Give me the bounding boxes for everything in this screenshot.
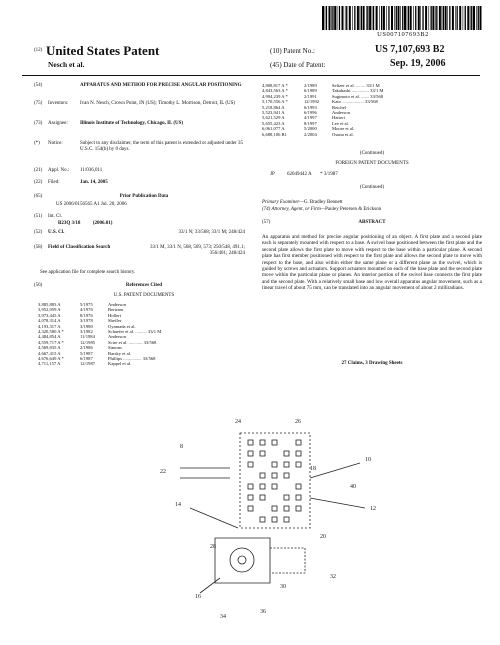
barcode-bar: [449, 6, 450, 30]
barcode-bar: [465, 6, 466, 30]
reference-no: 4,193,317 A: [38, 323, 61, 329]
reference-date: 4/1997: [304, 115, 317, 121]
reference-date: 2/1989: [304, 83, 317, 88]
hole-grid: [248, 440, 301, 522]
grid-hole: [284, 517, 289, 522]
assignee: Illinois Institute of Technology, Chicago, IL (US): [80, 121, 184, 126]
grid-hole: [248, 506, 253, 511]
prior-publication: US 2006/0156565 A1 Jul. 20, 2006: [56, 202, 127, 207]
grid-hole: [296, 506, 301, 511]
barcode-bar: [334, 6, 336, 30]
notice-code: (*): [34, 141, 40, 146]
figure-label: 16: [195, 594, 201, 600]
field-code: (58): [34, 245, 43, 250]
reference-no: 4,843,563 A *: [262, 88, 288, 94]
barcode-bar: [439, 6, 441, 30]
barcode-bar: [326, 6, 327, 30]
reference-no: 5,655,423 A: [262, 120, 285, 126]
reference-date: 2/2004: [304, 131, 317, 137]
figure-label: 28: [210, 544, 216, 550]
reference-name: Phillips ................ 33/568: [108, 356, 156, 361]
barcode-bar: [422, 6, 423, 30]
reference-name: Schaefer et al. .......... 33/1 M: [108, 329, 162, 334]
barcode-bar: [404, 6, 406, 30]
figure-label: 8: [180, 444, 183, 450]
barcode-bar: [470, 6, 471, 30]
intcl-code: (51): [34, 214, 43, 219]
prior-heading: Prior Publication Data: [119, 194, 169, 199]
leader-lines-2: [190, 508, 238, 593]
abstract-code: (57): [262, 220, 271, 225]
uscl-code: (52): [34, 230, 43, 235]
figure-label: 20: [320, 534, 326, 540]
appl-label: Appl. No.:: [48, 168, 70, 173]
reference-name: Oyamada et al.: [108, 323, 136, 329]
examiner-line: [262, 200, 343, 206]
examiner-label: Primary Examiner—: [262, 200, 304, 205]
inventors-label: Inventors:: [48, 101, 69, 106]
barcode-bar: [383, 6, 385, 30]
barcode-bar: [400, 6, 401, 30]
barcode-bar: [369, 6, 371, 30]
barcode-bar: [352, 6, 353, 30]
reference-name: Bertram: [108, 307, 124, 313]
filed-date: Jan. 14, 2005: [80, 180, 108, 185]
swivel-circle: [230, 548, 254, 572]
field-search: 33/1 M, 33/1 N, 568, 569, 573; 250/548, 491.1; 356/401; 248/424: [149, 245, 245, 257]
grid-hole: [272, 484, 277, 489]
intcl-label: Int. Cl.: [48, 214, 63, 219]
reference-name: Sheffer: [108, 318, 122, 324]
barcode-bar: [349, 6, 351, 30]
examiner-name: G. Bradley Bennett: [303, 200, 343, 205]
reference-no: 3,885,883 A: [38, 302, 61, 307]
foreign-doc: JP 62049442 A * 3/1987: [270, 172, 338, 177]
reference-no: 4,808,817 A *: [262, 83, 288, 88]
figure-label: 12: [370, 506, 376, 512]
barcode-bar: [391, 6, 393, 30]
reference-no: 4,711,157 A: [38, 361, 61, 367]
reference-no: 4,994,239 A *: [262, 93, 288, 99]
barcode-bar: [322, 6, 324, 30]
reference-name: Hollert: [108, 312, 122, 318]
reference-name: Lee et al.: [332, 120, 349, 126]
country-code: (12): [34, 48, 43, 53]
reference-name: Hattori: [332, 115, 346, 121]
figure-label: 24: [235, 419, 241, 425]
grid-hole: [248, 440, 253, 445]
reference-no: 6,688,106 B1: [262, 131, 287, 137]
barcode-bar: [432, 6, 434, 30]
barcode-bar: [332, 6, 333, 30]
reference-name: Kappel et al.: [108, 361, 132, 367]
barcode-bar: [410, 6, 412, 30]
reference-date: 6/1987: [80, 356, 93, 361]
prior-code: (65): [34, 194, 43, 199]
barcode-bar: [325, 6, 326, 30]
barcode-graphic: [322, 6, 484, 30]
attorney-name: Pauley Petersen & Erickson: [325, 207, 382, 212]
barcode-bar: [331, 6, 332, 30]
reference-name: Takahashi ............... 33/1 M: [332, 88, 384, 94]
grid-hole: [272, 462, 277, 467]
reference-date: 2/1986: [80, 345, 93, 351]
continued-1: (Continued): [359, 151, 385, 156]
reference-date: 4/1976: [80, 307, 93, 313]
grid-hole: [284, 495, 289, 500]
figure-label: 10: [365, 457, 371, 463]
grid-hole: [248, 451, 253, 456]
reference-name: Moore et al.: [332, 126, 355, 132]
field-label: Field of Classification Search: [48, 245, 111, 250]
barcode-bar: [455, 6, 456, 30]
reference-name: Osuna et al.: [332, 131, 354, 137]
reference-date: 5/1975: [80, 302, 93, 307]
grid-hole: [284, 451, 289, 456]
reference-no: 5,523,941 A: [262, 110, 285, 115]
barcode-bar: [361, 6, 362, 30]
reference-no: 3,952,959 A: [38, 307, 61, 313]
barcode-bar: [342, 6, 344, 30]
grid-hole: [296, 484, 301, 489]
claims-line: 27 Claims, 3 Drawing Sheets: [341, 361, 403, 366]
invention-title: APPARATUS AND METHOD FOR PRECISE ANGULAR POSITIONING: [80, 83, 242, 88]
reference-no: 4,667,415 A: [38, 350, 61, 356]
grid-hole: [260, 451, 265, 456]
reference-no: 6,061,077 A: [262, 126, 285, 132]
inventors-code: (75): [34, 101, 43, 106]
figure-label: 14: [175, 502, 181, 508]
reference-date: 8/1997: [304, 120, 317, 126]
barcode-bar: [415, 6, 416, 30]
intcl: B23Q 3/18 (2006.01): [58, 221, 113, 226]
reference-no: 4,484,854 A: [38, 334, 61, 340]
barcode-bar: [396, 6, 397, 30]
guide-rails: [180, 468, 230, 478]
barcode-bar: [367, 6, 368, 30]
notice-label: Notice:: [48, 141, 63, 146]
figure-label: 18: [310, 466, 316, 472]
reference-name: Barsky et al.: [108, 350, 132, 356]
figure-label: 36: [260, 609, 266, 615]
barcode-bar: [463, 6, 464, 30]
reference-date: 12/1985: [80, 339, 96, 345]
barcode-bar: [366, 6, 367, 30]
grid-hole: [284, 462, 289, 467]
reference-date: 12/1992: [304, 99, 320, 105]
reference-date: 5/1987: [80, 350, 93, 356]
drawing-svg: [120, 378, 420, 636]
us-docs-heading: U.S. PATENT DOCUMENTS: [113, 293, 175, 298]
barcode-bar: [354, 6, 355, 30]
reference-date: 6/1993: [304, 104, 317, 110]
figure-label: 30: [280, 584, 286, 590]
abstract-heading: ABSTRACT: [358, 220, 386, 225]
reference-date: 5/2000: [304, 126, 317, 132]
figure-label: 32: [330, 574, 336, 580]
leader-lines: [310, 463, 365, 508]
patent-title-heading: United States Patent: [46, 43, 160, 58]
reference-no: 4,676,649 A *: [38, 356, 64, 361]
title-code: (54): [34, 83, 43, 88]
reference-name: Sugimoto et al. ....... 33/568: [332, 93, 384, 99]
barcode-bar: [386, 6, 387, 30]
reference-name: Kato ................... 33/568: [332, 99, 378, 105]
barcode-bar: [436, 6, 437, 30]
filed-code: (22): [34, 180, 43, 185]
barcode-bar: [357, 6, 359, 30]
barcode-bar: [408, 6, 409, 30]
reference-name: Seltzer et al. ........ 33/1 M: [332, 83, 380, 88]
reference-date: 8/1976: [80, 312, 93, 318]
grid-hole: [296, 495, 301, 500]
assignee-label: Assignee:: [48, 121, 68, 126]
reference-no: 3,973,445 A: [38, 312, 61, 318]
filed-label: Filed:: [48, 180, 60, 185]
grid-hole: [248, 462, 253, 467]
figure-labels: [160, 419, 376, 620]
foreign-heading: FOREIGN PATENT DOCUMENTS: [335, 161, 409, 166]
barcode-bar: [452, 6, 454, 30]
grid-hole: [248, 495, 253, 500]
grid-hole: [260, 440, 265, 445]
figure-label: 22: [160, 469, 166, 475]
reference-no: 4,569,835 A: [38, 345, 61, 351]
refs-heading: References Cited: [125, 283, 163, 288]
grid-hole: [260, 517, 265, 522]
barcode-bar: [429, 6, 430, 30]
uscl-label: U.S. Cl.: [48, 230, 65, 235]
barcode-bar: [445, 6, 447, 30]
patent-no: US 7,107,693 B2: [375, 44, 445, 55]
reference-name: Reichel: [332, 104, 347, 110]
figure-label: 26: [295, 419, 301, 425]
reference-no: 5,218,864 A: [262, 104, 285, 110]
attorney-line: [262, 207, 381, 213]
grid-hole: [260, 495, 265, 500]
grid-hole: [272, 440, 277, 445]
barcode-bar: [425, 6, 427, 30]
barcode: [322, 6, 484, 30]
barcode-bar: [443, 6, 444, 30]
patent-number-under-barcode: US007107693B2: [377, 31, 429, 38]
continued-2: (Continued): [359, 185, 385, 190]
reference-name: Simons: [108, 345, 122, 351]
grid-hole: [284, 473, 289, 478]
figure-label: 40: [350, 484, 356, 490]
inventors: Ivan N. Nesch, Crown Point, IN (US); Timothy L. Morrison, Detroit, IL (US): [80, 101, 236, 106]
date-of-patent: Sep. 19, 2006: [390, 58, 446, 69]
barcode-bar: [339, 6, 340, 30]
barcode-bar: [346, 6, 347, 30]
grid-hole: [284, 506, 289, 511]
grid-hole: [260, 473, 265, 478]
swivel-base: [215, 538, 270, 583]
front-page-drawing: [120, 378, 420, 636]
reference-name: Anderson: [332, 110, 350, 115]
reference-no: 4,559,717 A *: [38, 339, 64, 345]
appl-number: 11/036,011: [80, 168, 103, 173]
figure-label: 34: [220, 614, 226, 620]
reference-date: 3/1978: [80, 318, 93, 324]
barcode-bar: [457, 6, 458, 30]
barcode-bar: [476, 6, 477, 30]
reference-date: 12/1987: [80, 361, 96, 367]
barcode-bar: [418, 6, 420, 30]
inventor-short: Nesch et al.: [48, 60, 85, 69]
barcode-bar: [435, 6, 436, 30]
barcode-bar: [473, 6, 475, 30]
barcode-bar: [471, 6, 472, 30]
grid-hole: [296, 451, 301, 456]
notice: Subject to any disclaimer, the term of this patent is extended or adjusted under 35 U.S.C. 154(b) by 0 days.: [80, 141, 243, 153]
reference-no: 5,621,529 A: [262, 115, 285, 121]
reference-date: 3/1982: [80, 329, 93, 334]
reference-date: 6/1996: [304, 110, 317, 115]
grid-hole: [272, 506, 277, 511]
barcode-bar: [388, 6, 389, 30]
reference-date: 2/1991: [304, 93, 317, 99]
assignee-code: (73): [34, 121, 43, 126]
barcode-bar: [480, 6, 482, 30]
barcode-bar: [372, 6, 373, 30]
barcode-bar: [413, 6, 414, 30]
barcode-bar: [467, 6, 469, 30]
barcode-bar: [398, 6, 400, 30]
barcode-bar: [478, 6, 479, 30]
refs-code: (56): [34, 283, 43, 288]
grid-hole: [248, 484, 253, 489]
grid-hole: [272, 517, 277, 522]
plate-outline: [240, 433, 310, 528]
reference-name: Anderson: [108, 302, 126, 307]
reference-no: 4,320,580 A *: [38, 329, 64, 334]
grid-hole: [272, 473, 277, 478]
reference-no: 4,078,314 A: [38, 318, 61, 324]
barcode-bar: [376, 6, 378, 30]
barcode-bar: [381, 6, 382, 30]
barcode-bar: [329, 6, 331, 30]
grid-hole: [260, 484, 265, 489]
abstract-text: An apparatus and method for precise angular positioning of an object. A first plate and a second plate each is separately mounted with respect to a base. A swivel base positioned between the first plate and the second plate allows the first plate to move with respect to the base within a particular plane. A second plate has first member positioned with respect to the first plate and allows the second plate to move with respect to the base, and also within either the same plane or a different plane as the swivel, which is guided by screws and actuators. Support actuators mounted on each of the base plate and the second plate move within the particular plane or planes. An interior portion of the swivel base connects the first plate and the second plate. With a relatively small base and low overall apparatus angular movement, such as a linear travel of about 75 mm, can be translated into an angular movement of about 2 milliradians.: [262, 234, 482, 292]
reference-name: Anderson: [108, 334, 126, 340]
grid-hole: [296, 440, 301, 445]
barcode-bar: [337, 6, 338, 30]
actuator-arm: [270, 548, 305, 573]
appl-code: (21): [34, 168, 43, 173]
reference-date: 6/1989: [304, 88, 317, 94]
barcode-bar: [407, 6, 408, 30]
barcode-bar: [459, 6, 461, 30]
reference-date: 11/1984: [80, 334, 95, 340]
barcode-bar: [431, 6, 432, 30]
barcode-bar: [379, 6, 380, 30]
reference-no: 5,170,556 A *: [262, 99, 288, 105]
see-application: See application file for complete search history.: [40, 270, 136, 275]
date-label: (45) Date of Patent:: [270, 61, 326, 69]
barcode-bar: [402, 6, 403, 30]
grid-hole: [296, 462, 301, 467]
reference-date: 3/1980: [80, 323, 93, 329]
barcode-bar: [373, 6, 374, 30]
header-rule: [22, 75, 480, 76]
barcode-bar: [345, 6, 346, 30]
swivel-center: [238, 556, 246, 564]
barcode-bar: [394, 6, 395, 30]
reference-name: Scire et al. ............ 33/568: [108, 339, 157, 345]
attorney-label: (74) Attorney, Agent, or Firm—: [262, 207, 326, 212]
barcode-bar: [420, 6, 421, 30]
barcode-bar: [360, 6, 361, 30]
barcode-bar: [442, 6, 443, 30]
barcode-bar: [363, 6, 365, 30]
uscl: 33/1 N; 33/568; 33/1 M; 248/424: [178, 230, 245, 235]
barcode-bar: [447, 6, 448, 30]
patent-no-label: (10) Patent No.:: [270, 47, 315, 55]
